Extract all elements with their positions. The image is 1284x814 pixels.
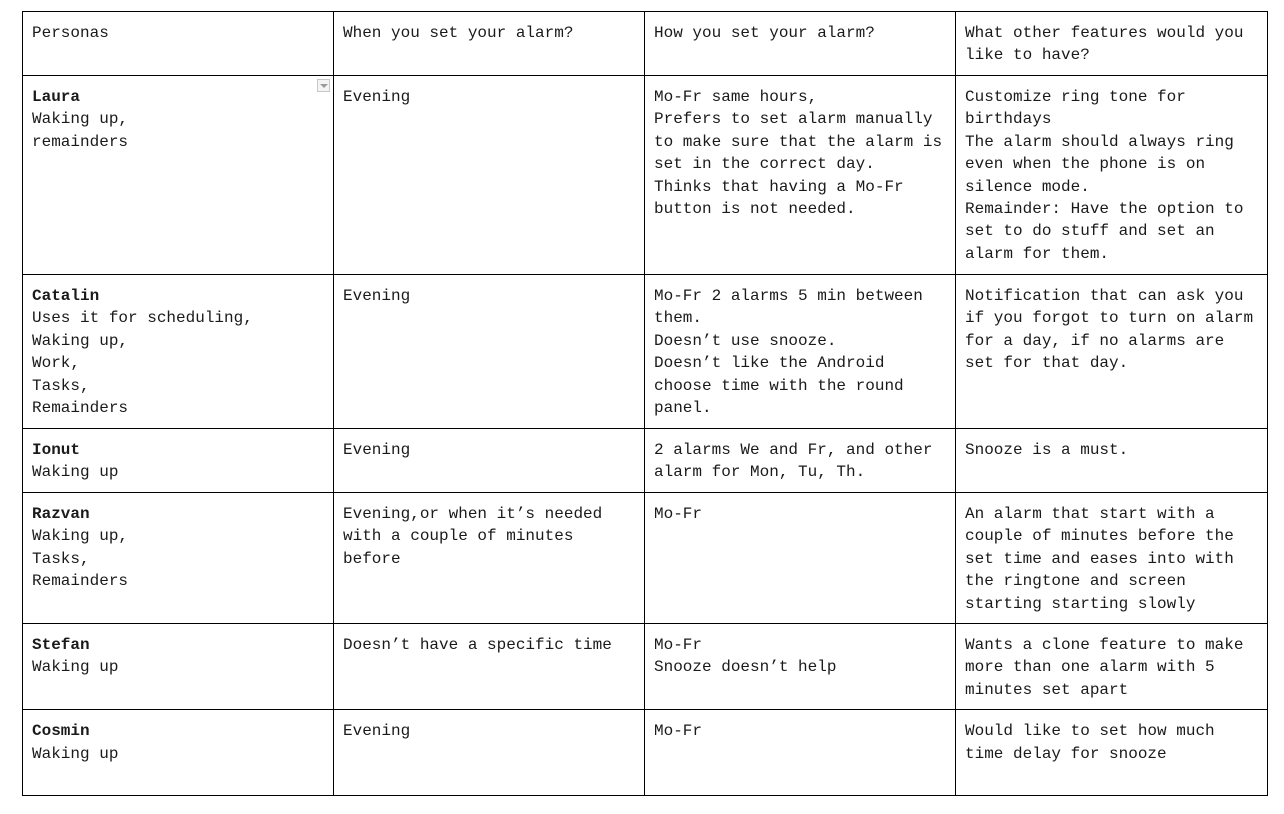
features-cell <box>956 275 1268 429</box>
persona-line: remainders <box>32 132 129 151</box>
how-line: Prefers to set alarm manually to make sure that the alarm is set in the correct day. <box>654 110 943 174</box>
persona-line: Uses it for scheduling, <box>32 309 253 328</box>
persona-line: Remainders <box>32 399 129 418</box>
persona-cell[interactable] <box>23 76 334 275</box>
persona-name: Razvan <box>32 505 90 523</box>
features-line: Notification that can ask you if you forgot to turn on alarm for a day, if no alarms are set for that day. <box>965 287 1254 373</box>
features-cell <box>956 624 1268 710</box>
when-cell <box>334 275 645 429</box>
persona-line: Tasks, <box>32 376 90 395</box>
how-line: Mo-Fr <box>654 505 703 523</box>
features-cell <box>956 429 1268 493</box>
persona-name: Cosmin <box>32 722 90 741</box>
how-cell <box>645 429 956 493</box>
when-line: Doesn’t have a specific time <box>343 636 612 655</box>
persona-line: Remainders <box>32 572 129 591</box>
table-row <box>23 624 1268 710</box>
how-cell <box>645 493 956 624</box>
how-cell <box>645 624 956 710</box>
table-row <box>23 76 1268 275</box>
persona-name: Catalin <box>32 287 100 305</box>
when-line: Evening <box>343 722 411 741</box>
persona-line: Waking up, <box>32 331 129 350</box>
persona-cell <box>23 624 334 710</box>
how-line: Mo-Fr same hours, <box>654 88 818 106</box>
how-cell <box>645 710 956 796</box>
table-row <box>23 275 1268 429</box>
features-line: Snooze is a must. <box>965 441 1129 459</box>
how-cell <box>645 76 956 275</box>
how-line: Mo-Fr <box>654 722 703 741</box>
features-line: Would like to set how much time delay for snooze <box>965 722 1215 763</box>
when-cell <box>334 624 645 710</box>
persona-line: Work, <box>32 354 81 373</box>
features-line: The alarm should always ring even when the phone is on silence mode. <box>965 132 1234 196</box>
when-line: Evening <box>343 88 411 106</box>
when-cell <box>334 493 645 624</box>
persona-line: Waking up <box>32 463 119 482</box>
persona-table <box>22 11 1268 796</box>
when-cell <box>334 429 645 493</box>
header-when: When you set your alarm? <box>334 12 645 76</box>
persona-name: Laura <box>32 88 81 106</box>
persona-line: Waking up <box>32 744 119 763</box>
persona-line: Waking up, <box>32 110 129 129</box>
cell-dropdown-icon[interactable] <box>317 79 330 92</box>
how-line: Snooze doesn’t help <box>654 658 837 677</box>
table-row <box>23 493 1268 624</box>
features-cell <box>956 493 1268 624</box>
document-page <box>22 11 1268 796</box>
header-row <box>23 12 1268 76</box>
features-line: Wants a clone feature to make more than one alarm with 5 minutes set apart <box>965 636 1244 699</box>
header-features: What other features would you like to have? <box>956 12 1268 76</box>
features-cell <box>956 76 1268 275</box>
persona-line: Waking up <box>32 658 119 677</box>
persona-cell <box>23 429 334 493</box>
how-line: Mo-Fr <box>654 636 703 655</box>
how-line: Doesn’t use snooze. <box>654 331 837 350</box>
features-line: An alarm that start with a couple of minutes before the set time and eases into with the ringtone and screen starting starting slowly <box>965 505 1234 613</box>
how-cell <box>645 275 956 429</box>
how-line: Doesn’t like the Android choose time with the round panel. <box>654 354 904 418</box>
table-row <box>23 710 1268 796</box>
persona-name: Stefan <box>32 636 90 655</box>
persona-line: Waking up, <box>32 527 129 546</box>
features-line: Customize ring tone for birthdays <box>965 88 1186 129</box>
persona-cell <box>23 275 334 429</box>
persona-cell <box>23 493 334 624</box>
persona-cell <box>23 710 334 796</box>
when-line: Evening,or when it’s needed with a couple of minutes before <box>343 505 603 568</box>
table-row <box>23 429 1268 493</box>
features-line: Remainder: Have the option to set to do stuff and set an alarm for them. <box>965 200 1244 263</box>
how-line: Thinks that having a Mo-Fr button is not needed. <box>654 177 904 219</box>
when-line: Evening <box>343 287 411 305</box>
when-cell <box>334 710 645 796</box>
header-how: How you set your alarm? <box>645 12 956 76</box>
how-line: Mo-Fr 2 alarms 5 min between them. <box>654 287 923 328</box>
features-cell <box>956 710 1268 796</box>
persona-line: Tasks, <box>32 549 90 568</box>
how-line: 2 alarms We and Fr, and other alarm for Mon, Tu, Th. <box>654 441 933 482</box>
persona-name: Ionut <box>32 441 81 459</box>
when-line: Evening <box>343 441 411 459</box>
header-personas: Personas <box>23 12 334 76</box>
when-cell <box>334 76 645 275</box>
